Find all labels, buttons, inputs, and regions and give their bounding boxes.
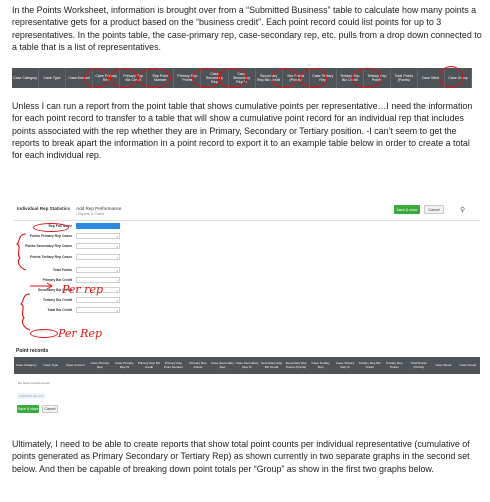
annotation-circle (300, 68, 327, 88)
cancel-button[interactable]: Cancel (424, 205, 444, 214)
field-label: Points Secondary Rep Cases (25, 244, 72, 248)
points-column-header: Sec Points (Points) (283, 68, 310, 88)
records-column-header: Case Group (459, 362, 477, 367)
intro-paragraph: In the Points Worksheet, information is brought over from a “Submitted Business” table to calculate how many points a representative gets for a product based on the “business credit”. Each point record could list points for up to 3 representatives. In the points table, the case-primary rep, case-secondary rep, etc. pulls from a drop down connected to a table that is a list of representatives. (12, 5, 482, 52)
field-label: Primary Biz Credit (42, 278, 72, 282)
field-label: Secondary Biz Credit (37, 288, 72, 292)
add-point-record-link[interactable]: Add Point Record (19, 394, 44, 398)
points-column-header: Case Amount (66, 68, 93, 88)
records-column-header: Case Secondary Rep (211, 360, 234, 369)
field-input[interactable] (76, 243, 120, 249)
annotation-per-rep: Per rep (62, 283, 103, 296)
annotation-circle (33, 223, 69, 232)
records-column-header: Case Secondary Rep % (235, 360, 259, 369)
point-records-header (14, 357, 480, 374)
annotation-circle (84, 68, 109, 88)
annotation-per-rep: Per Rep (58, 327, 103, 340)
field-input[interactable] (76, 307, 120, 313)
chevron-down-icon: ▾ (116, 268, 118, 273)
bottom-save-close-button[interactable]: Save & close (17, 407, 39, 411)
empty-state-text: No point records found (18, 381, 50, 385)
annotation-circle (439, 66, 463, 88)
field-input[interactable] (76, 254, 120, 260)
records-column-header: Case Tertiary Rep (311, 360, 330, 369)
points-column-header: Case Primary Rep (93, 68, 120, 88)
form-title: Individual Rep Statistics (17, 206, 71, 211)
annotation-brace (18, 292, 32, 332)
records-column-header: Tertiary Rep Biz Credit (358, 360, 381, 369)
annotation-circle (352, 68, 382, 88)
field-label: Total Points (52, 268, 72, 272)
form-subtitle: Add Rep Performance (76, 206, 122, 211)
annotation-circle (271, 68, 298, 88)
chevron-down-icon: ▾ (116, 288, 118, 293)
annotation-brace (14, 232, 28, 272)
points-column-header: Rep Point Number (147, 68, 174, 88)
field-label: Tertiary Biz Credit (43, 298, 72, 302)
points-column-header: Case Tertiary Rep (310, 68, 337, 88)
points-column-header: Tertiary Rep Biz Credit (337, 68, 364, 88)
field-input[interactable] (76, 297, 120, 303)
records-column-header: Tertiary Rep Points (385, 360, 403, 369)
chevron-down-icon: ▾ (116, 234, 118, 239)
points-column-header: Case Category (12, 68, 39, 88)
annotation-circle (138, 68, 171, 88)
records-column-header: Case Tertiary Rep % (336, 360, 355, 369)
field-label: Rep Full Name (48, 224, 72, 228)
points-column-header: Case Week (418, 68, 445, 88)
goal-paragraph: Ultimately, I need to be able to create reports that show total point counts per individual representative (cumulative of points generated as Primary Secondary or Tertiary Rep) as shown currently in two separate graphs in the second set below. And then be capable of breaking down point totals per “Group” as show in the first two graphs below. (12, 439, 470, 474)
points-column-header: Secondary Rep Biz Credit (256, 68, 283, 88)
points-column-header: Primary Rep Points (174, 68, 201, 88)
records-column-header: Case Week (435, 362, 452, 367)
points-column-header: Case Group (445, 68, 472, 88)
chevron-down-icon: ▾ (116, 278, 118, 283)
records-column-header: Primary Rep Biz Credit (137, 360, 161, 369)
field-input[interactable] (76, 233, 120, 239)
chevron-down-icon: ▾ (116, 298, 118, 303)
search-icon[interactable]: ⚲ (460, 207, 466, 214)
records-column-header: Total Points (Points) (410, 360, 427, 369)
annotation-circle (192, 68, 221, 88)
records-column-header: Case Type (43, 362, 59, 367)
bottom-cancel-button[interactable]: Cancel (42, 405, 58, 413)
save-close-button[interactable]: Save & close (394, 205, 420, 214)
field-label: Total Biz Credit (47, 308, 72, 312)
field-input[interactable] (76, 223, 120, 229)
breadcrumb: • Reports & Charts (76, 212, 105, 216)
records-column-header: Primary Rep Point Number (163, 360, 183, 369)
points-column-header: Primary Rep Biz Credit (120, 68, 147, 88)
records-column-header: Case Primary Rep % (115, 360, 134, 369)
records-column-header: Secondary Rep Points (Points) (285, 360, 307, 369)
points-column-header: Tertiary Rep Points (364, 68, 391, 88)
records-column-header: Secondary Rep Biz Credit (260, 360, 283, 369)
chevron-down-icon: ▾ (116, 255, 118, 260)
rep-statistics-form-screenshot (14, 196, 480, 424)
chevron-down-icon: ▾ (116, 244, 118, 249)
annotation-circle (30, 329, 58, 338)
annotation-circle (110, 68, 138, 88)
chevron-down-icon: ▾ (116, 308, 118, 313)
points-column-header: Case Secondary Rep (201, 68, 228, 88)
records-column-header: Case Amount (66, 362, 85, 367)
records-column-header: Primary Rep Points (189, 360, 207, 369)
points-column-header: Case Secondary Rep % (229, 68, 256, 88)
annotation-circle (218, 68, 247, 88)
points-column-header: Case Type (39, 68, 66, 88)
field-input[interactable] (76, 267, 120, 273)
records-column-header: Case Primary Rep (90, 360, 110, 369)
field-label: Points Tertiary Rep Cases (30, 255, 72, 259)
records-column-header: Case Category (15, 362, 37, 367)
annotation-arrow (28, 282, 56, 290)
problem-paragraph: Unless I can run a report from the point table that shows cumulative points per representative…I need the information for each point record to transfer to a table that will show a cumulative point record for an individual rep that includes points associated with the rep whether they are in Primary, Secondary or Tertiary position. -I can’t seem to get the reports to break apart the information in a point record to export it to an example table below in order to create a total for each individual rep. (12, 101, 473, 161)
field-label: Points Primary Rep Cases (29, 234, 72, 238)
point-records-title: Point records (16, 348, 49, 354)
points-column-header: Total Points (Points) (391, 68, 418, 88)
